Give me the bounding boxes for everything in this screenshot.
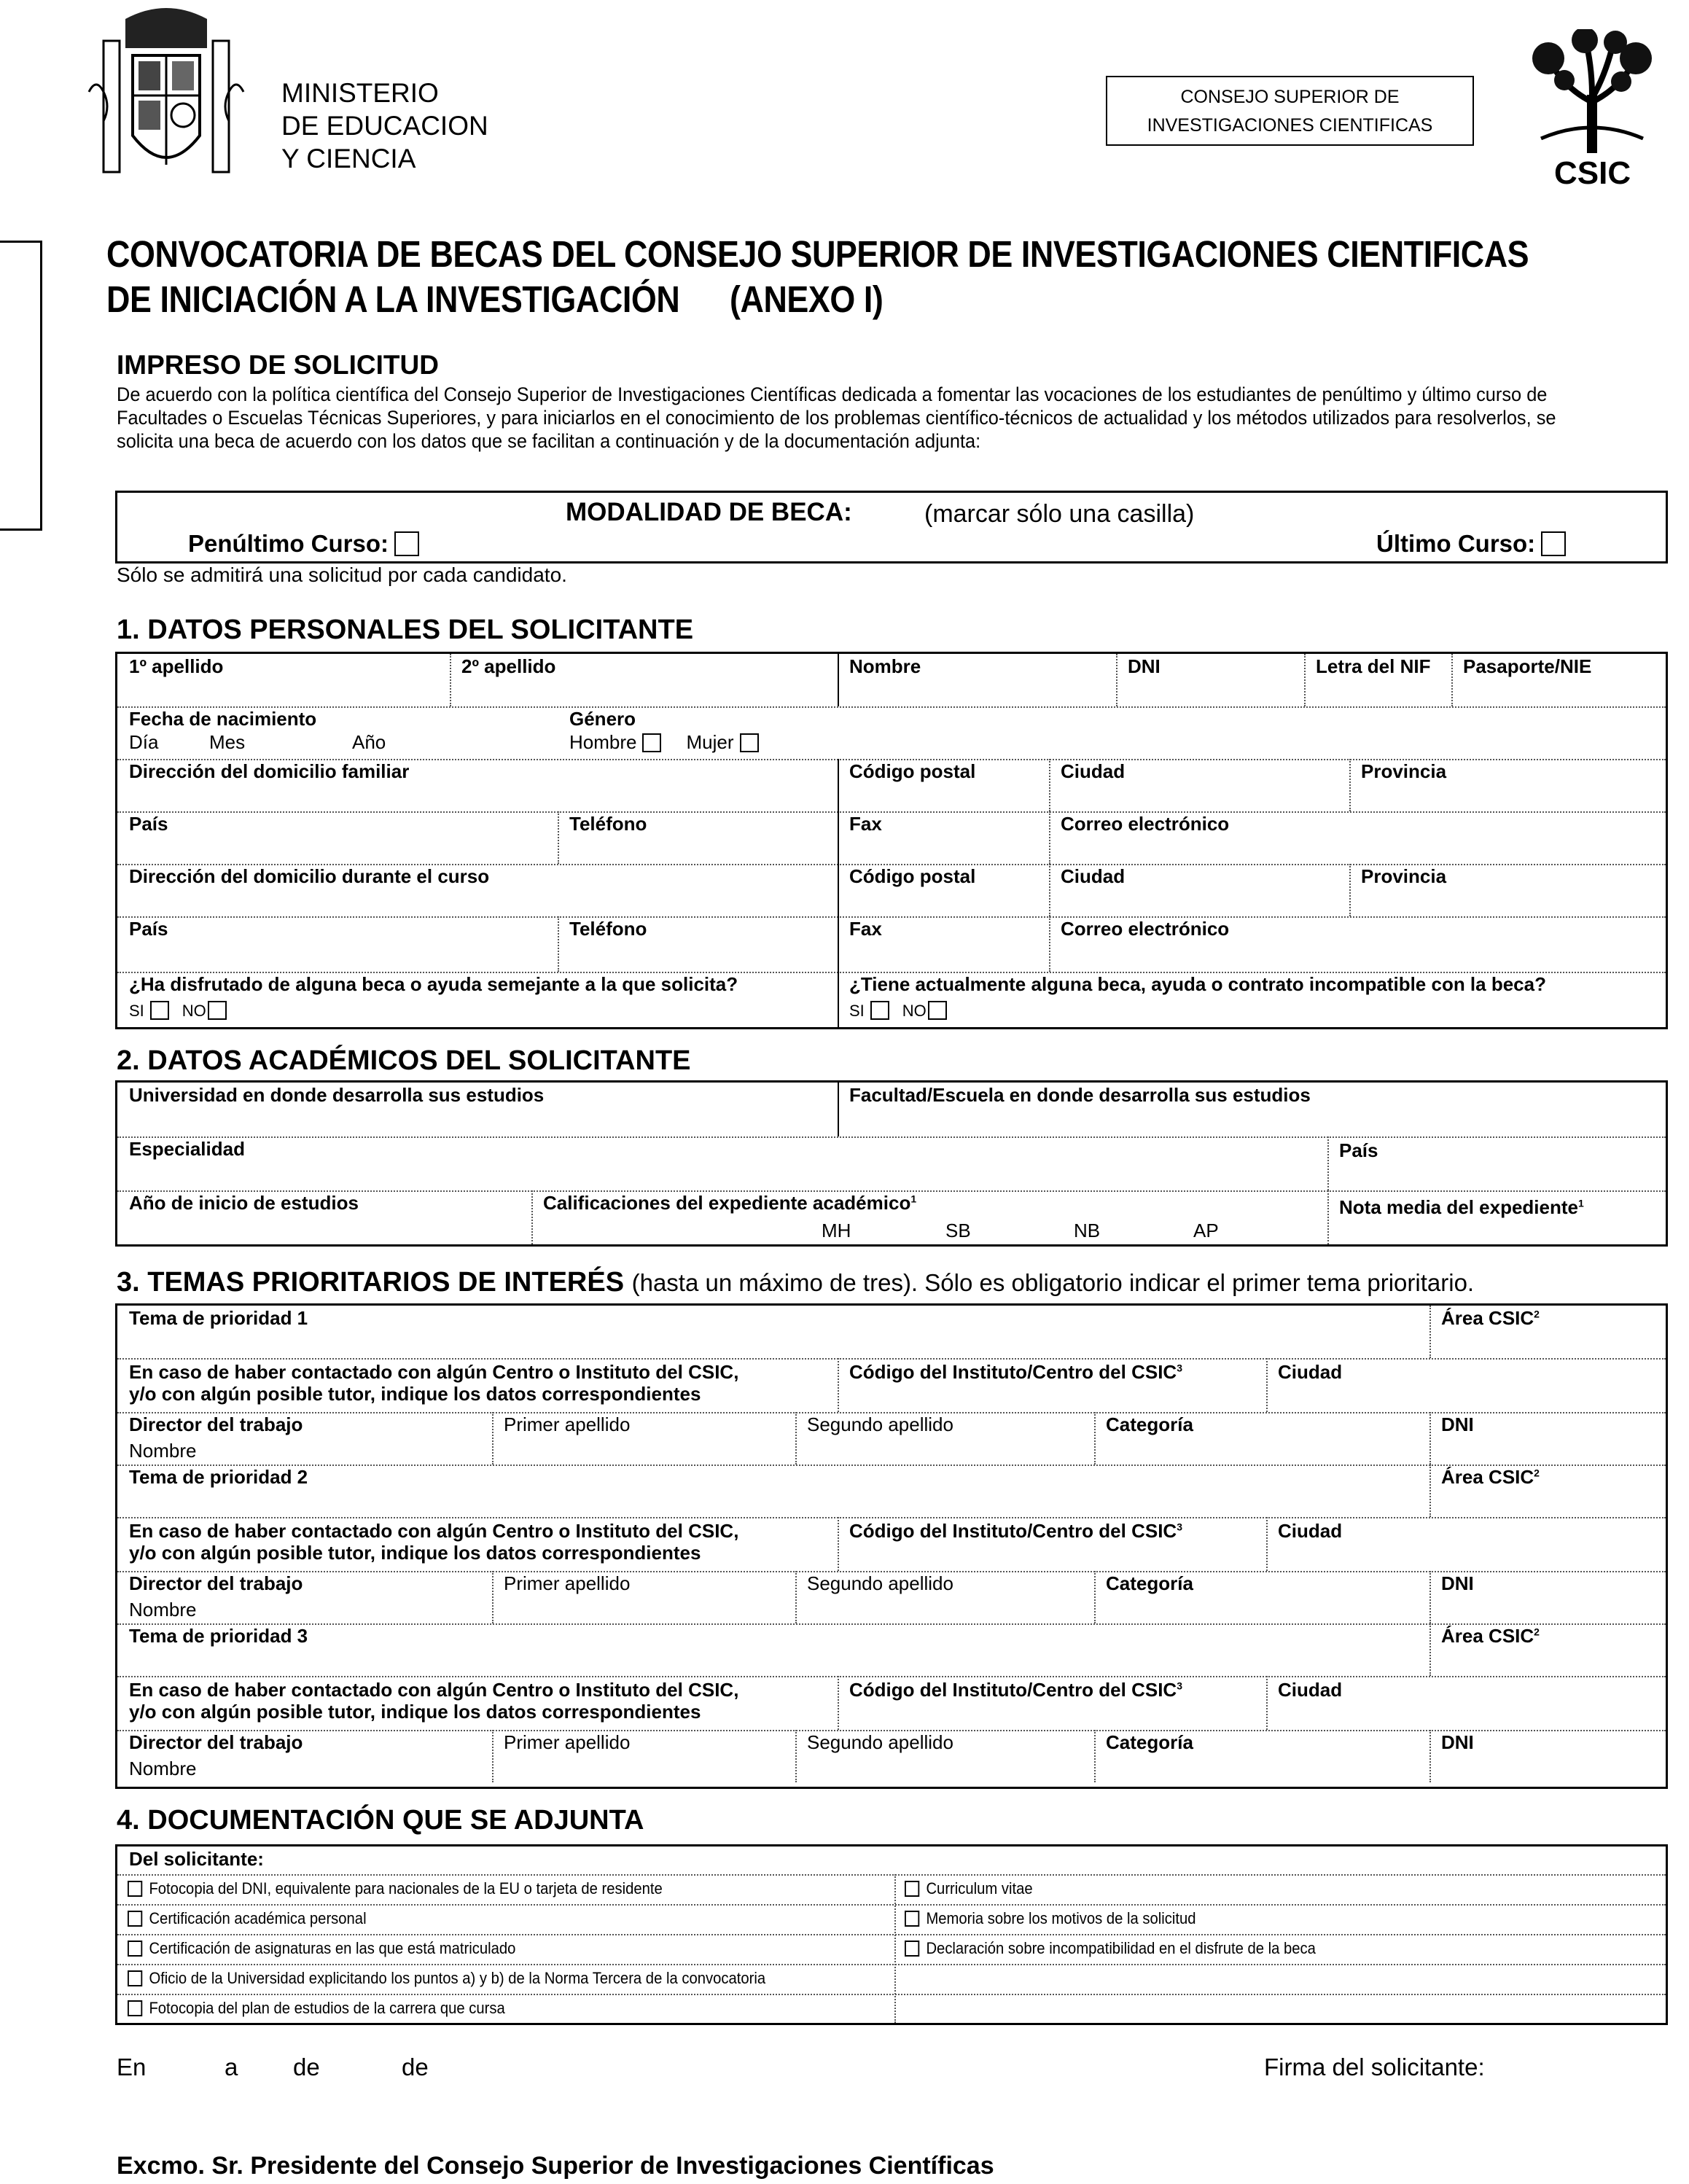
q-beca-anterior: ¿Ha disfrutado de alguna beca o ayuda semejante a la que solicita? xyxy=(129,973,738,995)
doc-item-oficio: Oficio de la Universidad explicitando los puntos a) y b) de la Norma Tercera de la convocatoria xyxy=(128,1969,765,1988)
label-nota-media: Nota media del expediente$^1$ xyxy=(1339,1196,1584,1218)
label-telefono-familiar: Teléfono xyxy=(569,813,647,835)
label-ciudad-centro: Ciudad xyxy=(1278,1361,1343,1383)
firma-label: Firma del solicitante: xyxy=(1264,2054,1485,2080)
label-area-csic: Área CSIC$^2$ xyxy=(1441,1466,1540,1488)
label-especialidad: Especialidad xyxy=(129,1138,245,1160)
label-codigo-instituto: Código del Instituto/Centro del CSIC$^3$ xyxy=(849,1361,1182,1383)
beca-anterior-options: SI NO xyxy=(117,999,233,1021)
label-mes: Mes xyxy=(209,731,246,753)
doc-cert-academica-checkbox[interactable] xyxy=(128,1911,142,1927)
label-segundo-apellido: Segundo apellido xyxy=(807,1572,953,1594)
one-application-note: Sólo se admitirá una solicitud por cada candidato. xyxy=(117,563,567,586)
label-anio-inicio: Año de inicio de estudios xyxy=(129,1192,359,1214)
label-segundo-apellido: Segundo apellido xyxy=(807,1413,953,1435)
beca-actual-no-checkbox[interactable] xyxy=(928,1001,947,1020)
label-codigo-instituto: Código del Instituto/Centro del CSIC$^3$ xyxy=(849,1679,1182,1701)
section3-heading: 3. TEMAS PRIORITARIOS DE INTERÉS (hasta un máximo de tres). Sólo es obligatorio indicar el primer tema prioritario. xyxy=(117,1267,1475,1298)
label-director-dni: DNI xyxy=(1441,1572,1474,1594)
title-line-2: DE INICIACIÓN A LA INVESTIGACIÓN (ANEXO I) xyxy=(106,278,883,320)
date-a-label: a xyxy=(225,2054,238,2080)
page-title xyxy=(106,232,1529,322)
label-primer-apellido: Primer apellido xyxy=(504,1413,631,1435)
doc-item-cv: Curriculum vitae xyxy=(905,1879,1033,1898)
label-facultad: Facultad/Escuela en donde desarrolla sus estudios xyxy=(849,1084,1311,1106)
label-genero: Género xyxy=(569,708,636,730)
beca-anterior-no-checkbox[interactable] xyxy=(208,1001,227,1020)
label-pais-estudios: País xyxy=(1339,1139,1378,1161)
label-fecha-nacimiento: Fecha de nacimiento xyxy=(129,708,317,730)
addressee: Excmo. Sr. Presidente del Consejo Superior de Investigaciones Científicas xyxy=(117,2152,994,2180)
doc-memoria-checkbox[interactable] xyxy=(905,1911,919,1927)
label-provincia-curso: Provincia xyxy=(1361,865,1447,887)
label-contact-instructions: En caso de haber contactado con algún Centro o Instituto del CSIC, y/o con algún posible tutor, indique los datos correspondientes xyxy=(129,1679,739,1723)
modalidad-hint: (marcar sólo una casilla) xyxy=(924,500,1195,528)
doc-item-plan-estudios: Fotocopia del plan de estudios de la carrera que cursa xyxy=(128,1999,505,2018)
label-director-dni: DNI xyxy=(1441,1413,1474,1435)
doc-dni-checkbox[interactable] xyxy=(128,1881,142,1897)
label-ciudad-familiar: Ciudad xyxy=(1061,760,1126,782)
doc-item-declaracion: Declaración sobre incompatibilidad en el disfrute de la beca xyxy=(905,1939,1316,1958)
label-director-nombre: Nombre xyxy=(129,1758,197,1779)
penultimo-option: Penúltimo Curso: xyxy=(188,530,419,558)
beca-anterior-si-checkbox[interactable] xyxy=(150,1001,169,1020)
label-director-nombre: Nombre xyxy=(129,1599,197,1621)
label-fax-curso: Fax xyxy=(849,918,882,940)
section2-table xyxy=(115,1080,1668,1247)
label-dni: DNI xyxy=(1128,655,1161,677)
label-anio: Año xyxy=(352,731,386,753)
section1-heading: 1. DATOS PERSONALES DEL SOLICITANTE xyxy=(117,615,694,645)
penultimo-checkbox[interactable] xyxy=(394,531,419,556)
doc-cert-asignaturas-checkbox[interactable] xyxy=(128,1941,142,1957)
doc-item-memoria: Memoria sobre los motivos de la solicitud xyxy=(905,1909,1196,1928)
label-dir-familiar: Dirección del domicilio familiar xyxy=(129,760,410,782)
place-label: En xyxy=(117,2054,147,2080)
doc-plan-estudios-checkbox[interactable] xyxy=(128,2000,142,2016)
label-area-csic: Área CSIC$^2$ xyxy=(1441,1307,1540,1329)
impreso-heading: IMPRESO DE SOLICITUD xyxy=(117,350,439,380)
label-universidad: Universidad en donde desarrolla sus estudios xyxy=(129,1084,545,1106)
label-tema-prioridad-1: Tema de prioridad 1 xyxy=(129,1307,308,1329)
label-fax-familiar: Fax xyxy=(849,813,882,835)
label-ciudad-curso: Ciudad xyxy=(1061,865,1126,887)
label-dia: Día xyxy=(129,731,159,753)
section4-table xyxy=(115,1844,1668,2025)
ultimo-checkbox[interactable] xyxy=(1541,531,1566,556)
modalidad-title: MODALIDAD DE BECA: xyxy=(566,498,852,526)
label-pasaporte: Pasaporte/NIE xyxy=(1463,655,1592,677)
label-director: Director del trabajo xyxy=(129,1413,303,1435)
label-director: Director del trabajo xyxy=(129,1731,303,1753)
mujer-checkbox[interactable] xyxy=(740,733,759,752)
label-cp-curso: Código postal xyxy=(849,865,976,887)
doc-oficio-checkbox[interactable] xyxy=(128,1970,142,1986)
label-letra-nif: Letra del NIF xyxy=(1316,655,1431,677)
label-categoria: Categoría xyxy=(1106,1572,1193,1594)
beca-actual-si-checkbox[interactable] xyxy=(870,1001,889,1020)
doc-item-cert-asignaturas: Certificación de asignaturas en las que está matriculado xyxy=(128,1939,515,1958)
grade-ap: AP xyxy=(1193,1220,1219,1241)
label-pais-familiar: País xyxy=(129,813,168,835)
label-director: Director del trabajo xyxy=(129,1572,303,1594)
label-tema-prioridad-2: Tema de prioridad 2 xyxy=(129,1466,308,1488)
label-primer-apellido: Primer apellido xyxy=(504,1731,631,1753)
label-contact-instructions: En caso de haber contactado con algún Centro o Instituto del CSIC, y/o con algún posible tutor, indique los datos correspondientes xyxy=(129,1361,739,1405)
label-telefono-curso: Teléfono xyxy=(569,918,647,940)
label-nombre: Nombre xyxy=(849,655,921,677)
label-director-dni: DNI xyxy=(1441,1731,1474,1753)
label-director-nombre: Nombre xyxy=(129,1440,197,1462)
beca-actual-options: SI NO xyxy=(838,999,953,1021)
csic-name-box: CONSEJO SUPERIOR DE INVESTIGACIONES CIENTIFICAS xyxy=(1106,76,1474,146)
label-calificaciones: Calificaciones del expediente académico$^1$ xyxy=(543,1192,917,1214)
label-dir-curso: Dirección del domicilio durante el curso xyxy=(129,865,490,887)
ministry-name: MINISTERIO DE EDUCACION Y CIENCIA xyxy=(281,78,488,173)
label-ciudad-centro: Ciudad xyxy=(1278,1679,1343,1701)
date-de2-label: de xyxy=(402,2054,429,2080)
doc-cv-checkbox[interactable] xyxy=(905,1881,919,1897)
label-del-solicitante: Del solicitante: xyxy=(129,1848,264,1870)
hombre-checkbox[interactable] xyxy=(642,733,661,752)
label-area-csic: Área CSIC$^2$ xyxy=(1441,1625,1540,1647)
label-contact-instructions: En caso de haber contactado con algún Centro o Instituto del CSIC, y/o con algún posible tutor, indique los datos correspondientes xyxy=(129,1520,739,1564)
intro-text: De acuerdo con la política científica del Consejo Superior de Investigaciones Científicas dedicada a fomentar las vocaciones de los estudiantes de penúltimo y último curso de Facultades o Escuelas Técnicas Superiores, y para iniciarlos en el conocimiento de los problemas científico-técnicos de actualidad y los métodos utilizados para resolverlos, se solicita una beca de acuerdo con los datos que se facilitan a continuación y de la documentación adjunta: xyxy=(117,383,1556,452)
title-line-1: CONVOCATORIA DE BECAS DEL CONSEJO SUPERIOR DE INVESTIGACIONES CIENTIFICAS xyxy=(106,233,1529,275)
section1-table xyxy=(115,652,1668,1029)
grade-nb: NB xyxy=(1074,1220,1101,1241)
doc-item-dni: Fotocopia del DNI, equivalente para nacionales de la EU o tarjeta de residente xyxy=(128,1879,663,1898)
margin-bracket xyxy=(0,241,42,531)
label-cp-familiar: Código postal xyxy=(849,760,976,782)
label-categoria: Categoría xyxy=(1106,1413,1193,1435)
grade-sb: SB xyxy=(945,1220,971,1241)
label-codigo-instituto: Código del Instituto/Centro del CSIC$^3$ xyxy=(849,1520,1182,1542)
title-annex: (ANEXO I) xyxy=(729,278,883,320)
label-segundo-apellido: Segundo apellido xyxy=(807,1731,953,1753)
coat-of-arms-logo xyxy=(82,4,251,188)
label-correo-curso: Correo electrónico xyxy=(1061,918,1230,940)
label-apellido1: 1º apellido xyxy=(129,655,224,677)
section3-table xyxy=(115,1303,1668,1789)
label-tema-prioridad-3: Tema de prioridad 3 xyxy=(129,1625,308,1647)
doc-item-cert-academica: Certificación académica personal xyxy=(128,1909,367,1928)
label-correo-familiar: Correo electrónico xyxy=(1061,813,1230,835)
label-pais-curso: País xyxy=(129,918,168,940)
csic-logo-text: CSIC xyxy=(1554,155,1631,191)
grade-mh: MH xyxy=(822,1220,851,1241)
label-provincia-familiar: Provincia xyxy=(1361,760,1447,782)
label-ciudad-centro: Ciudad xyxy=(1278,1520,1343,1542)
doc-declaracion-checkbox[interactable] xyxy=(905,1941,919,1957)
date-de1-label: de xyxy=(293,2054,320,2080)
genero-options: Hombre Mujer xyxy=(558,730,765,754)
label-categoria: Categoría xyxy=(1106,1731,1193,1753)
label-apellido2: 2º apellido xyxy=(461,655,556,677)
q-beca-actual: ¿Tiene actualmente alguna beca, ayuda o contrato incompatible con la beca? xyxy=(849,973,1546,995)
section2-heading: 2. DATOS ACADÉMICOS DEL SOLICITANTE xyxy=(117,1045,691,1076)
section4-heading: 4. DOCUMENTACIÓN QUE SE ADJUNTA xyxy=(117,1805,644,1836)
label-primer-apellido: Primer apellido xyxy=(504,1572,631,1594)
ultimo-option: Último Curso: xyxy=(1376,530,1566,558)
